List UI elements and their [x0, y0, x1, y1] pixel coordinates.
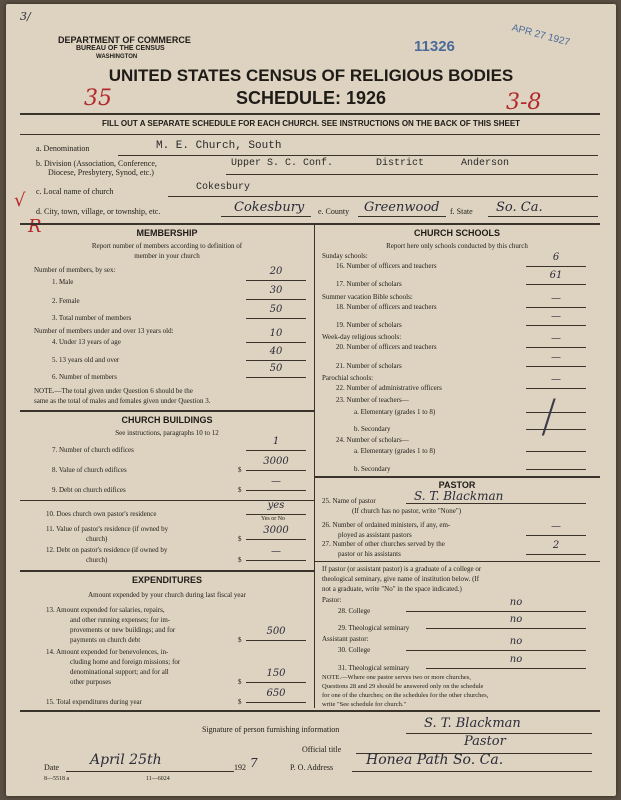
q4-value: 10: [269, 328, 283, 339]
q27-value: 2: [552, 540, 560, 551]
q23-label: 23. Number of teachers—: [336, 396, 409, 404]
date-label: Date: [44, 763, 60, 772]
q29-label: 29. Theological seminary: [338, 624, 410, 632]
city-label: d. City, town, village, or township, etc.: [36, 207, 161, 216]
q25-label: 25. Name of pastor: [322, 497, 376, 505]
q12-label-2: church): [86, 556, 108, 564]
q8-value: 3000: [263, 456, 289, 467]
q6-label: 6. Number of members: [52, 373, 117, 381]
department-name: DEPARTMENT OF COMMERCE: [58, 35, 191, 45]
official-title-label: Official title: [302, 745, 342, 754]
q29-value: no: [509, 614, 523, 625]
q7-label: 7. Number of church edifices: [52, 446, 134, 454]
buildings-sub: See instructions, paragraphs 10 to 12: [115, 429, 219, 437]
q10-label: 10. Does church own pastor's residence: [46, 510, 157, 518]
expenditures-sub: Amount expended by your church during last fiscal year: [88, 591, 246, 599]
county-value: Greenwood: [364, 200, 440, 215]
q13-label-b: and other running expenses; for im-: [70, 616, 171, 624]
q26-value: —: [551, 521, 561, 532]
pastor-note-3: for one of the churches; on the schedules for the other churches,: [322, 692, 489, 699]
pastor-note-4: write "See schedule for church.": [322, 701, 407, 708]
q10-hint: Yes or No: [261, 516, 286, 522]
red-pencil-mark-right: 3-8: [506, 90, 542, 115]
q13-dollar: $: [238, 636, 242, 644]
q22-label: 22. Number of administrative officers: [336, 384, 442, 392]
q27-label-b: pastor or his assistants: [338, 550, 401, 558]
vacation-schools-label: Summer vacation Bible schools:: [322, 293, 413, 301]
q1-label: 1. Male: [52, 278, 74, 286]
q21-value: —: [551, 352, 561, 363]
pastor-subhead: Pastor:: [322, 596, 342, 604]
po-address-label: P. O. Address: [290, 763, 334, 772]
form-title: UNITED STATES CENSUS OF RELIGIOUS BODIES: [108, 66, 514, 85]
signature-label: Signature of person furnishing information: [202, 725, 340, 734]
q21-label: 21. Number of scholars: [336, 362, 402, 370]
state-value: So. Ca.: [496, 200, 543, 215]
district-label: District: [376, 158, 425, 169]
local-name-label: c. Local name of church: [36, 187, 114, 196]
age-group-label: Number of members under and over 13 years old:: [34, 327, 174, 335]
q17-label: 17. Number of scholars: [336, 280, 402, 288]
pencil-stroke-mark: /: [544, 390, 554, 443]
q3-value: 50: [269, 304, 283, 315]
form-subtitle: SCHEDULE: 1926: [235, 88, 387, 108]
q23b-label: b. Secondary: [354, 425, 391, 433]
q27-label-a: 27. Number of other churches served by the: [322, 540, 445, 548]
form-code-2: 11—6024: [146, 776, 170, 782]
q28-label: 28. College: [338, 607, 371, 615]
red-check-mark: √: [14, 190, 26, 211]
membership-note-1: Report number of members according to definition of: [91, 242, 243, 250]
q2-value: 30: [269, 285, 283, 296]
division-label-2: Diocese, Presbytery, Synod, etc.): [48, 168, 154, 177]
q8-dollar: $: [238, 466, 242, 474]
q14-label-c: denominational support; and for all: [70, 668, 169, 676]
buildings-heading: CHURCH BUILDINGS: [121, 415, 213, 425]
q19-value: —: [551, 311, 561, 322]
assistant-pastor-subhead: Assistant pastor:: [322, 635, 369, 643]
q14-label-a: 14. Amount expended for benevolences, in-: [46, 648, 169, 656]
state-label: f. State: [450, 207, 473, 216]
parochial-schools-label: Parochial schools:: [322, 374, 374, 382]
district-value: Anderson: [461, 158, 510, 169]
q11-label-2: church): [86, 535, 108, 543]
q8-label: 8. Value of church edifices: [52, 466, 127, 474]
division-value: Upper S. C. Conf.: [231, 158, 334, 169]
q14-dollar: $: [238, 678, 242, 686]
schools-sub: Report here only schools conducted by this church: [386, 242, 528, 250]
q2-label: 2. Female: [52, 297, 80, 305]
graduate-note-3: not a graduate, write "No" in the space indicated.): [322, 585, 462, 593]
red-r-mark: R: [28, 216, 42, 237]
form-number-stamp: 11326: [414, 38, 455, 55]
q11-dollar: $: [238, 535, 242, 543]
membership-heading: MEMBERSHIP: [136, 228, 198, 238]
q15-value: 650: [266, 688, 286, 699]
membership-note-a: NOTE.—The total given under Question 6 should be the: [34, 387, 193, 395]
q6-value: 50: [269, 363, 283, 374]
q11-value: 3000: [263, 525, 289, 536]
q18-value: —: [551, 293, 561, 304]
q16-label: 16. Number of officers and teachers: [336, 262, 437, 270]
sunday-schools-label: Sunday schools:: [322, 252, 368, 260]
date-year-handwritten: 7: [250, 756, 258, 770]
q25-note: (If church has no pastor, write "None"): [352, 507, 462, 515]
q13-value: 500: [266, 626, 286, 637]
q14-label-b: cluding home and foreign missions; for: [70, 658, 181, 666]
q24a-label: a. Elementary (grades 1 to 8): [354, 447, 436, 455]
q4-label: 4. Under 13 years of age: [52, 338, 121, 346]
q23a-label: a. Elementary (grades 1 to 8): [354, 408, 436, 416]
q20-value: —: [551, 333, 561, 344]
q26-label-b: ployed as assistant pastors: [338, 531, 412, 539]
q13-label-c: provements or new buildings; and for: [70, 626, 176, 634]
official-title-value: Pastor: [464, 734, 506, 749]
q28-value: no: [509, 597, 523, 608]
q12-label: 12. Debt on pastor's residence (if owned by: [46, 546, 168, 554]
q12-value: —: [271, 546, 281, 557]
q15-label: 15. Total expenditures during year: [46, 698, 142, 706]
q9-value: —: [271, 476, 281, 487]
membership-note-2: member in your church: [134, 252, 200, 260]
q11-label: 11. Value of pastor's residence (if owned by: [46, 525, 169, 533]
county-label: e. County: [318, 207, 350, 216]
pastor-name-value: S. T. Blackman: [414, 489, 504, 503]
bureau-city: WASHINGTON: [96, 54, 138, 60]
date-year-printed: 192: [234, 763, 246, 772]
denomination-value: M. E. Church, South: [156, 140, 282, 152]
q5-label: 5. 13 years old and over: [52, 356, 120, 364]
q12-dollar: $: [238, 556, 242, 564]
form-instruction: FILL OUT A SEPARATE SCHEDULE FOR EACH CHURCH. SEE INSTRUCTIONS ON THE BACK OF THIS SHEET: [101, 119, 521, 128]
q24-label: 24. Number of scholars—: [336, 436, 409, 444]
q18-label: 18. Number of officers and teachers: [336, 303, 437, 311]
q13-label-a: 13. Amount expended for salaries, repairs,: [46, 606, 165, 614]
q20-label: 20. Number of officers and teachers: [336, 343, 437, 351]
pastor-note-2: Questions 28 and 29 should be answered only on the schedule: [322, 683, 484, 690]
q3-label: 3. Total number of members: [52, 314, 132, 322]
q26-label-a: 26. Number of ordained ministers, if any, em-: [322, 521, 451, 529]
division-label: b. Division (Association, Conference,: [36, 159, 157, 168]
q17-value: 61: [549, 270, 563, 281]
q7-value: 1: [272, 436, 280, 447]
city-value: Cokesbury: [234, 200, 305, 215]
q13-label-d: payments on church debt: [70, 636, 141, 644]
q24b-label: b. Secondary: [354, 465, 391, 473]
schools-heading: CHURCH SCHOOLS: [413, 228, 500, 238]
signature-value: S. T. Blackman: [424, 716, 521, 731]
denomination-label: a. Denomination: [36, 144, 90, 153]
q31-value: no: [509, 654, 523, 665]
corner-mark: 3/: [20, 10, 31, 23]
q14-label-d: other purposes: [70, 678, 112, 686]
q5-value: 40: [269, 346, 283, 357]
members-by-sex-label: Number of members, by sex:: [34, 266, 116, 274]
q14-value: 150: [266, 668, 286, 679]
bureau-name: BUREAU OF THE CENSUS: [76, 45, 165, 52]
q19-label: 19. Number of scholars: [336, 321, 402, 329]
q1-value: 20: [269, 266, 283, 277]
census-schedule-sheet: [6, 4, 616, 796]
form-code-1: 8—5518 a: [44, 776, 70, 782]
pastor-note-1: NOTE.—Where one pastor serves two or more churches,: [322, 674, 471, 681]
weekday-schools-label: Week-day religious schools:: [322, 333, 402, 341]
expenditures-heading: EXPENDITURES: [131, 575, 202, 585]
pastor-heading: PASTOR: [438, 480, 476, 490]
graduate-note-2: theological seminary, give name of institution below. (If: [322, 575, 480, 583]
red-pencil-mark-left: 35: [84, 86, 112, 111]
q31-label: 31. Theological seminary: [338, 664, 410, 672]
q9-dollar: $: [238, 486, 242, 494]
q15-dollar: $: [238, 698, 242, 706]
local-name-value: Cokesbury: [196, 182, 251, 193]
q9-label: 9. Debt on church edifices: [52, 486, 126, 494]
q30-label: 30. College: [338, 646, 371, 654]
q10-value: yes: [267, 500, 285, 511]
q30-value: no: [509, 636, 523, 647]
q16-value: 6: [552, 252, 560, 263]
received-date-stamp: APR 27 1927: [510, 22, 571, 49]
q22-value: —: [551, 374, 561, 385]
membership-note-b: same as the total of males and females given under Question 3.: [34, 397, 211, 405]
graduate-note-1: If pastor (or assistant pastor) is a graduate of a college or: [322, 565, 482, 573]
date-value: April 25th: [90, 752, 162, 768]
po-address-value: Honea Path So. Ca.: [366, 752, 504, 768]
